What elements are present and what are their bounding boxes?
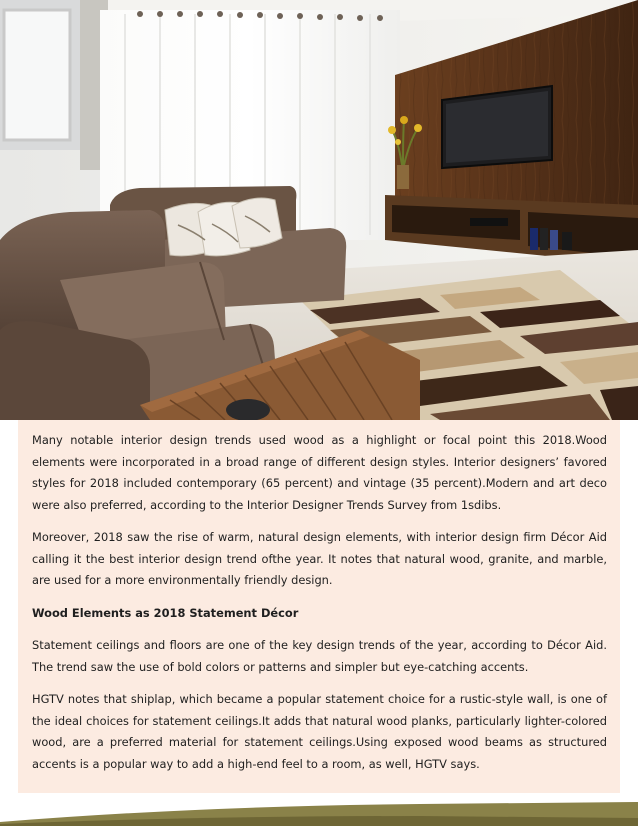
article-text-panel <box>18 420 620 793</box>
article-paragraph-1: Many notable interior design trends used wood as a highlight or focal point this 2018.Wood elements were incorporated in a broad range of different design styles. Interior designers’ favored styles for 2018 included contemporary (65 percent) and vintage (35 percent).Modern and art deco were also preferred, according to the Interior Designer Trends Survey from 1sdibs. <box>32 433 607 512</box>
article-subheading: Wood Elements as 2018 Statement Décor <box>32 605 299 620</box>
bottom-decorative-bar <box>0 796 638 826</box>
article-paragraph-4: HGTV notes that shiplap, which became a popular statement choice for a rustic-style wall, is one of the ideal choices for statement ceilings.It adds that natural wood planks, particularly lighter-colored wood, are a preferred material for statement ceilings.Using exposed wood beams as structured accents is a popular way to add a high-end feel to a room, as well, HGTV says. <box>32 692 607 771</box>
decorative-wave <box>0 796 638 826</box>
article-paragraph-3: Statement ceilings and floors are one of the key design trends of the year, according to Décor Aid. The trend saw the use of bold colors or patterns and simpler but eye-catching accents. <box>32 638 607 674</box>
article-paragraph-2: Moreover, 2018 saw the rise of warm, natural design elements, with interior design firm Décor Aid calling it the best interior design trend ofthe year. It notes that natural wood, granite, and marble, are used for a more environmentally friendly design. <box>32 530 607 587</box>
